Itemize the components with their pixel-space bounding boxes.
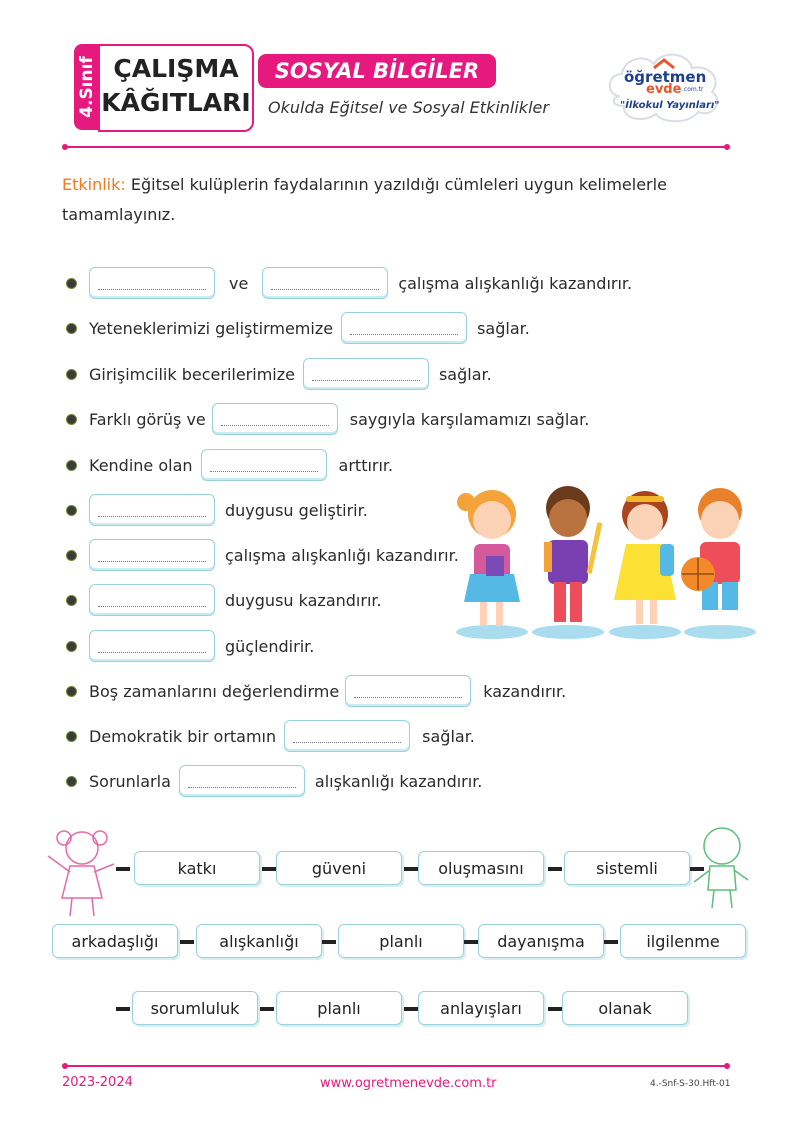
- sentence-row: [66, 717, 475, 755]
- separator-dash: [322, 940, 336, 944]
- sentence-text: arttırır.: [338, 455, 394, 475]
- separator-dash: [260, 1007, 274, 1011]
- word-chip[interactable]: ilgilenme: [620, 924, 746, 958]
- title-line-1: ÇALIŞMA: [113, 54, 239, 83]
- bullet-icon: [66, 595, 77, 606]
- sentence-row: [66, 355, 492, 393]
- footer-rule: [66, 1065, 726, 1067]
- separator-dash: [116, 867, 130, 871]
- word-chip[interactable]: anlayışları: [418, 991, 544, 1025]
- word-chip[interactable]: sorumluluk: [132, 991, 258, 1025]
- word-chip[interactable]: arkadaşlığı: [52, 924, 178, 958]
- separator-dash: [548, 867, 562, 871]
- word-chip[interactable]: katkı: [134, 851, 260, 885]
- sentence-row: [66, 491, 368, 529]
- sentence-text: Sorunlarla: [89, 771, 171, 791]
- sentence-row: [66, 672, 566, 710]
- answer-blank[interactable]: [89, 584, 215, 616]
- answer-blank[interactable]: [89, 267, 215, 299]
- separator-dash: [690, 867, 704, 871]
- bullet-icon: [66, 278, 77, 289]
- grade-label: 4.Sınıf: [77, 56, 97, 118]
- sentence-text: Yeteneklerimizi geliştirmemize: [89, 318, 334, 338]
- separator-dash: [548, 1007, 562, 1011]
- word-chip[interactable]: planlı: [338, 924, 464, 958]
- sentence-row: [66, 581, 382, 619]
- logo-text-main: öğretmen: [624, 68, 707, 86]
- subject-banner: SOSYAL BİLGİLER: [258, 54, 496, 88]
- website-link[interactable]: www.ogretmenevde.com.tr: [320, 1076, 497, 1091]
- word-chip[interactable]: dayanışma: [478, 924, 604, 958]
- bullet-icon: [66, 686, 77, 697]
- logo-text-evde: evde: [646, 82, 682, 97]
- bullet-icon: [66, 369, 77, 380]
- word-chip[interactable]: alışkanlığı: [196, 924, 322, 958]
- word-chip[interactable]: oluşmasını: [418, 851, 544, 885]
- sentence-text: Farklı görüş ve: [89, 409, 206, 429]
- publisher-logo: [602, 44, 728, 128]
- separator-dash: [404, 1007, 418, 1011]
- document-code: 4.-Snf-S-30.Hft-01: [650, 1079, 731, 1089]
- sentence-row: [66, 762, 482, 800]
- bullet-icon: [66, 414, 77, 425]
- sentence-text: Boş zamanlarını değerlendirme: [89, 681, 340, 701]
- sentence-text: ve: [229, 273, 249, 293]
- word-chip[interactable]: olanak: [562, 991, 688, 1025]
- bullet-icon: [66, 731, 77, 742]
- sentence-row: [66, 400, 589, 438]
- header-rule: [66, 146, 726, 148]
- children-illustration: [450, 482, 760, 647]
- sentence-row: [66, 627, 314, 665]
- separator-dash: [116, 1007, 130, 1011]
- logo-subtitle: "İlkokul Yayınları": [620, 100, 720, 111]
- sentence-text: Girişimcilik becerilerimize: [89, 364, 295, 384]
- title-line-2: KÂĞITLARI: [101, 88, 251, 117]
- sentence-text: çalışma alışkanlığı kazandırır.: [398, 273, 633, 293]
- rule-dot-right: [724, 144, 730, 150]
- sentence-text: güçlendirir.: [225, 636, 315, 656]
- answer-blank[interactable]: [89, 539, 215, 571]
- word-chip[interactable]: planlı: [276, 991, 402, 1025]
- school-year: 2023-2024: [62, 1075, 133, 1090]
- sentence-text: sağlar.: [422, 726, 475, 746]
- sentence-text: Kendine olan: [89, 455, 193, 475]
- bullet-icon: [66, 776, 77, 787]
- sentence-text: duygusu geliştirir.: [225, 500, 368, 520]
- rule-dot-right: [724, 1063, 730, 1069]
- sentence-text: duygusu kazandırır.: [225, 590, 382, 610]
- girl-doodle-icon: [42, 826, 120, 920]
- answer-blank[interactable]: [201, 449, 327, 481]
- bullet-icon: [66, 641, 77, 652]
- separator-dash: [404, 867, 418, 871]
- sentence-text: Demokratik bir ortamın: [89, 726, 277, 746]
- bullet-icon: [66, 505, 77, 516]
- bullet-icon: [66, 550, 77, 561]
- bullet-icon: [66, 323, 77, 334]
- separator-dash: [180, 940, 194, 944]
- sentence-text: saygıyla karşılamamızı sağlar.: [349, 409, 590, 429]
- sentence-text: alışkanlığı kazandırır.: [314, 771, 483, 791]
- sentence-row: [66, 536, 459, 574]
- answer-blank[interactable]: [284, 720, 410, 752]
- word-chip[interactable]: güveni: [276, 851, 402, 885]
- bullet-icon: [66, 460, 77, 471]
- answer-blank[interactable]: [89, 494, 215, 526]
- activity-label: Etkinlik:: [62, 175, 126, 194]
- sentence-text: sağlar.: [438, 364, 492, 384]
- activity-instruction: [62, 170, 730, 230]
- answer-blank[interactable]: [303, 358, 429, 390]
- separator-dash: [604, 940, 618, 944]
- sentence-text: çalışma alışkanlığı kazandırır.: [225, 545, 459, 565]
- sentence-text: kazandırır.: [483, 681, 567, 701]
- sentence-row: [66, 309, 530, 347]
- answer-blank[interactable]: [179, 765, 305, 797]
- answer-blank[interactable]: [89, 630, 215, 662]
- grade-tab: [74, 44, 100, 130]
- activity-text: Eğitsel kulüplerin faydalarının yazıldığı cümleleri uygun kelimelerle tamamlayınız.: [62, 175, 667, 224]
- answer-blank[interactable]: [212, 403, 338, 435]
- logo-domain: .com.tr: [682, 86, 704, 93]
- answer-blank[interactable]: [262, 267, 388, 299]
- worksheet-title: [98, 44, 254, 132]
- sentence-text: sağlar.: [477, 318, 530, 338]
- answer-blank[interactable]: [345, 675, 471, 707]
- topic-title: Okulda Eğitsel ve Sosyal Etkinlikler: [268, 98, 549, 117]
- answer-blank[interactable]: [341, 312, 467, 344]
- sentence-row: [66, 264, 632, 302]
- separator-dash: [262, 867, 276, 871]
- separator-dash: [464, 940, 478, 944]
- word-chip[interactable]: sistemli: [564, 851, 690, 885]
- sentence-row: [66, 446, 393, 484]
